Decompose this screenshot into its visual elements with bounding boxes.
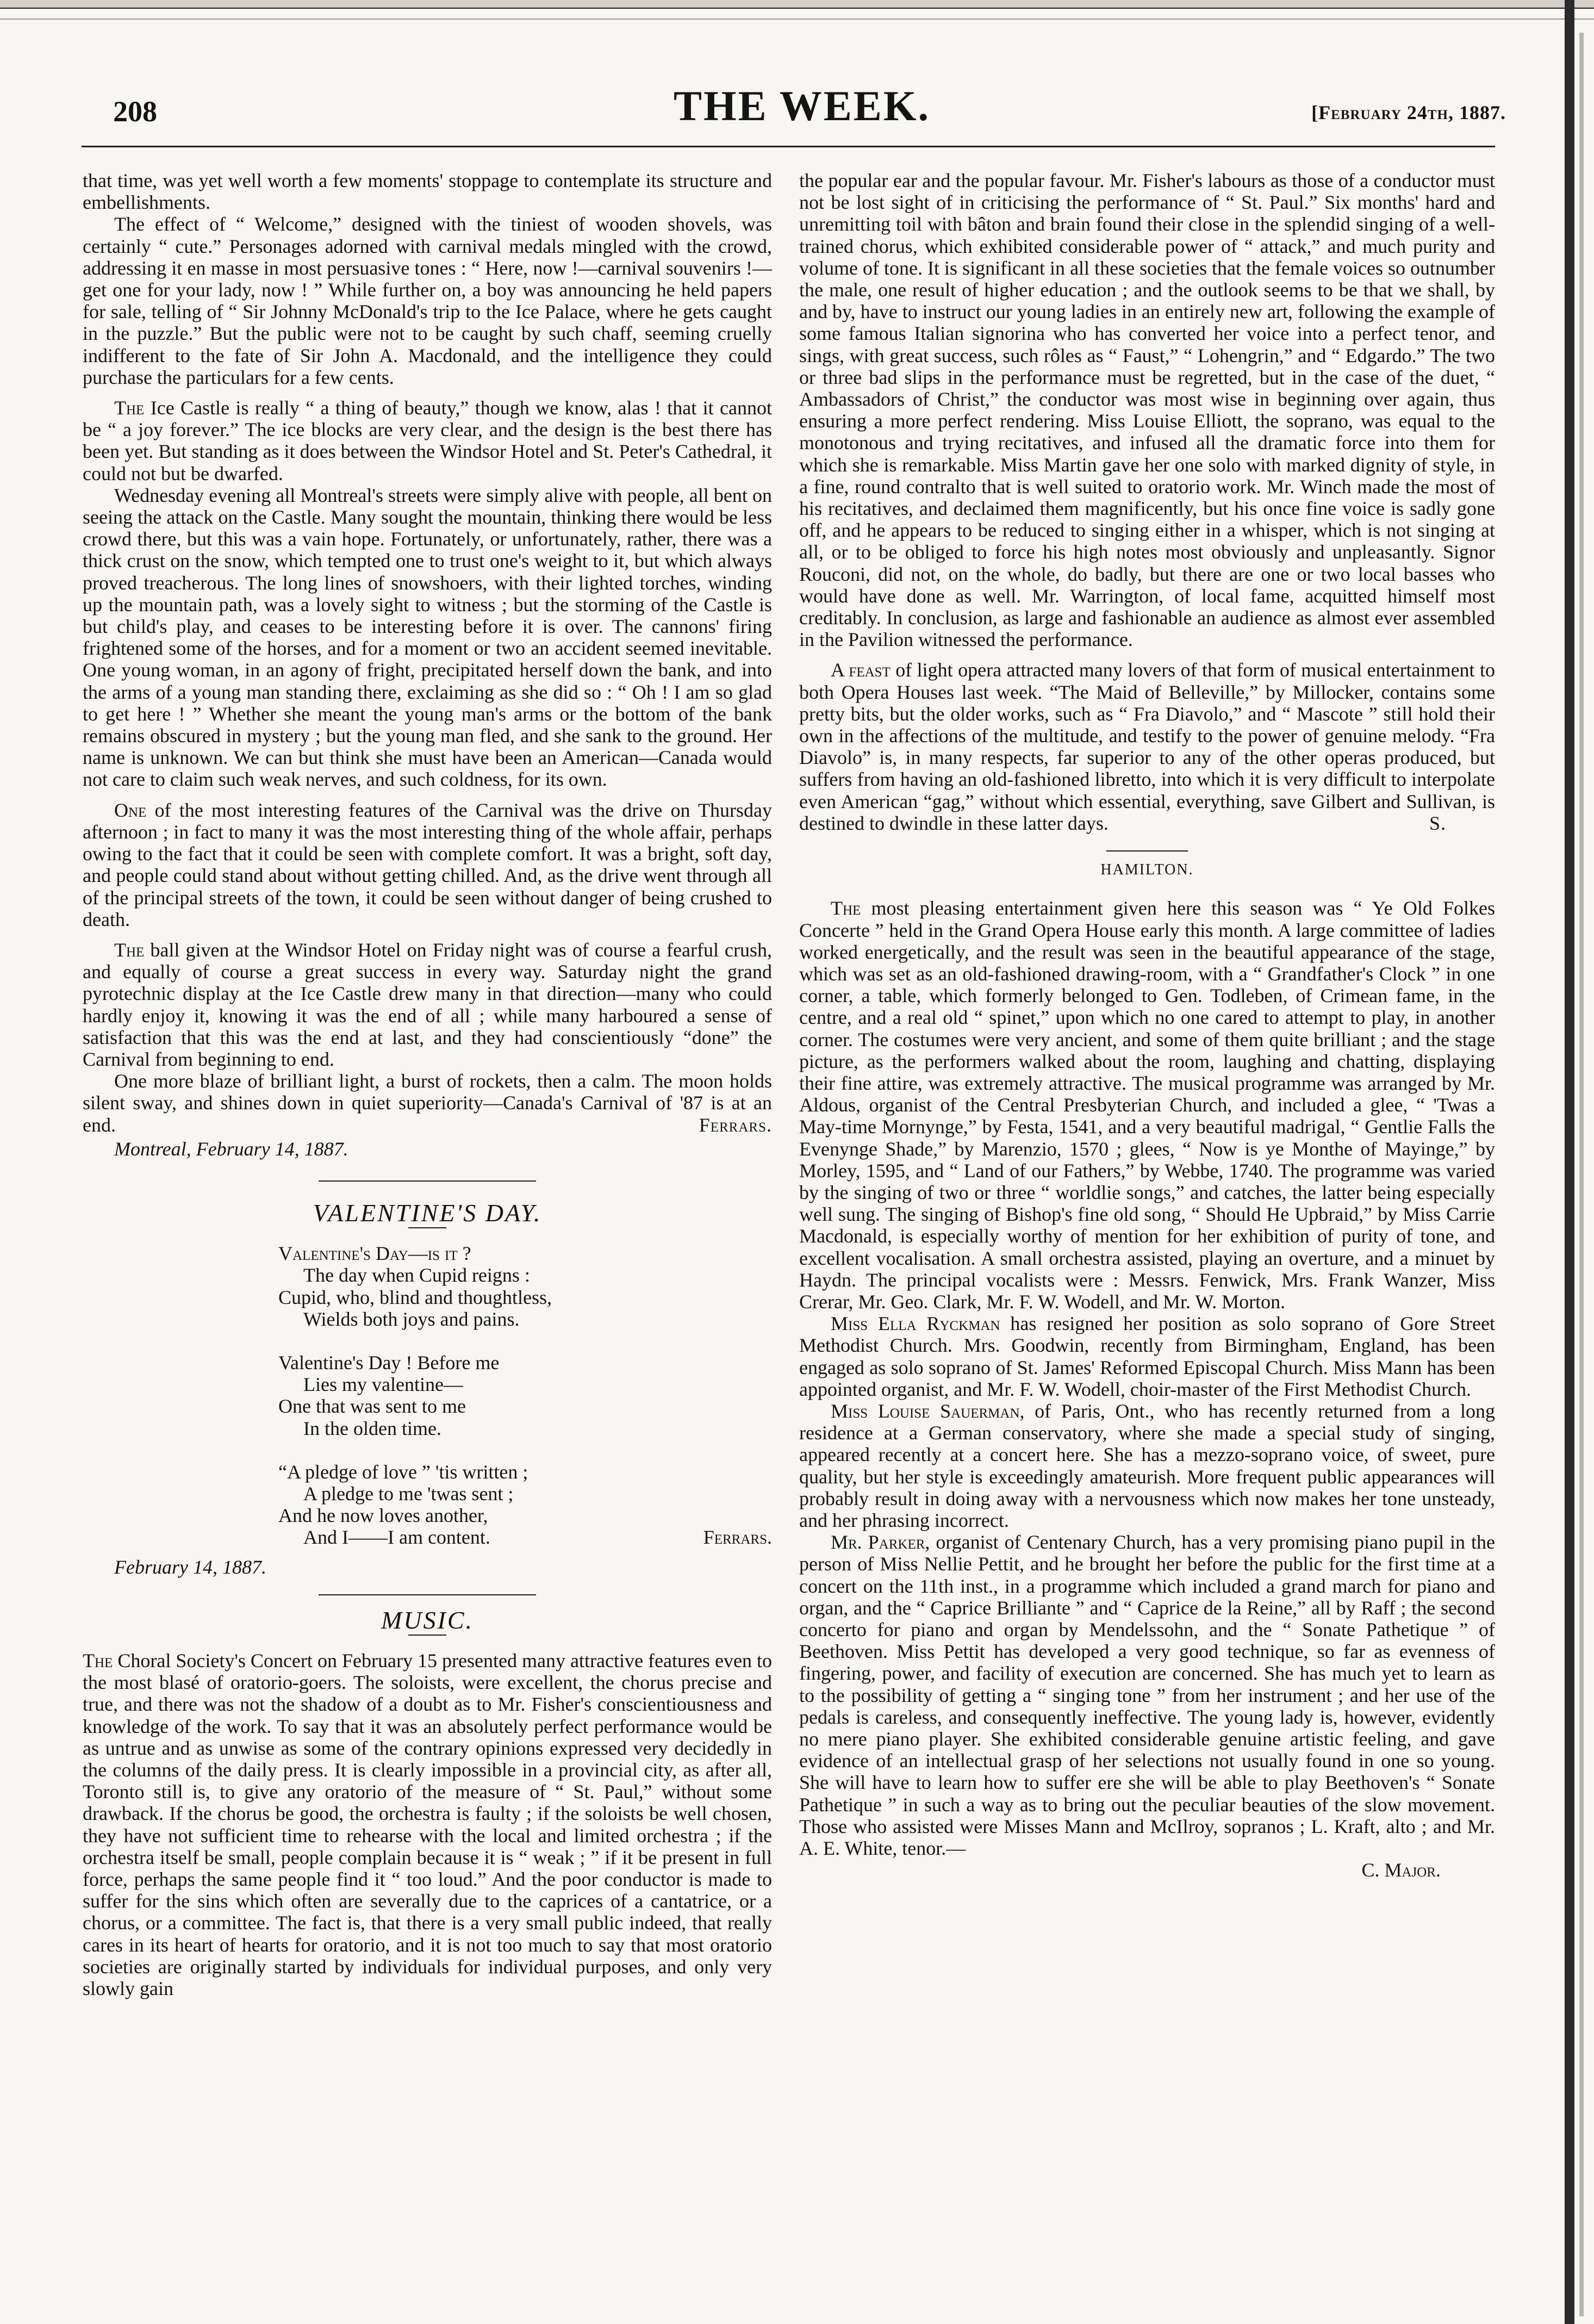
poem-line-text: And I——I am content. bbox=[303, 1526, 490, 1549]
paragraph-text: of light opera attracted many lovers of that form of musical entertainment to both Opera Houses last week. “The Maid of Belleville,” by Millocker, contains some pretty bits, but the older works, such as “ Fra Diavolo,” and “ Mascote ” still hold their own in the affections of the multitude, and testify to the power of genuine melody. “Fra Diavolo” is, in many respects, far superior to any of the other operas produced, but suffers from having an old-fashioned libretto, into which it is very difficult to interpolate even American “gag,” without which essential, everything, save Gilbert and Sullivan, is destined to dwindle in these latter days. bbox=[799, 659, 1495, 834]
section-title-music: MUSIC. bbox=[381, 1606, 474, 1634]
lead-word: The bbox=[831, 897, 861, 919]
header-rule bbox=[82, 146, 1495, 147]
poem-line bbox=[278, 1526, 772, 1548]
paragraph-text: has resigned her position as solo soprano of Gore Street Methodist Church. Mrs. Goodwin, recently from Birmingham, England, has been engaged as solo soprano of St. James' Reformed Episcopal Church. Miss Mann has been appointed organist, and Mr. F. W. Wodell, choir-master of the First Methodist Church. bbox=[799, 1313, 1495, 1400]
poem-line: A pledge to me 'twas sent ; bbox=[303, 1482, 514, 1505]
lead-word: The bbox=[83, 1649, 113, 1671]
hamilton-paragraph bbox=[799, 1400, 1495, 1531]
poem-stanza bbox=[278, 1352, 772, 1439]
section-divider bbox=[319, 1180, 536, 1182]
signature-line bbox=[799, 1859, 1495, 1881]
music-paragraph: the popular ear and the popular favour. Mr. Fisher's labours as those of a conductor must not be lost sight of in criticising the performance of “ St. Paul.” Six months' hard and unremitting toil with bâton and brain found their close in the splendid singing of a well-trained chorus, which exhibited considerable power of “ attack,” and much purity and volume of tone. It is significant in all these societies that the female voices so outnumber the male, one result of higher education ; and the outlook seems to be that we shall, by and by, have to instruct our young ladies in an entirely new art, following the example of some famous Italian signorina who has converted her voice into a perfect tenor, and sings, with great success, such rôles as “ Faust,” “ Lohengrin,” and “ Edgardo.” The two or three bad slips in the performance must be regretted, but in the case of the duet, “ Ambassadors of Christ,” the conductor was most wise in beginning over again, thus ensuring a more perfect rendering. Miss Louise Elliott, the soprano, was equal to the monotonous and trying recitatives, and infused all the dramatic force into them for which she is remarkable. Miss Martin gave her one solo with marked dignity of style, in a fine, round contralto that is well suited to oratorio work. Mr. Winch made the most of his recitatives, and declaimed them magnificently, but his once fine voice is sadly gone off, and he appears to be reduced to singing either in a whisper, which is not singing at all, or to be obliged to force his high notes most obviously and unpleasantly. Signor Rouconi, did not, on the whole, do badly, but there are one or two local basses who would have done as well. Mr. Warrington, of local fame, acquitted himself most creditably. In conclusion, as large and fashionable an audience as almost ever assembled in the Pavilion witnessed the performance. bbox=[799, 170, 1495, 651]
paragraph-text: of the most interesting features of the Carnival was the drive on Thursday afternoon ; in fact to many it was the most interesting thing of the whole affair, perhaps owing to the fact that it could be seen with complete comfort. It was a bright, soft day, and people could stand about without getting chilled. And, as the drive went through all of the principal streets of the town, it could be seen without danger of being crushed to death. bbox=[83, 799, 772, 930]
poem-line: In the olden time. bbox=[303, 1417, 441, 1439]
right-column bbox=[799, 170, 1495, 1881]
poem-line-text: Valentine's Day—is it ? bbox=[278, 1242, 471, 1265]
lead-word: One bbox=[114, 799, 147, 821]
paragraph-text: organist of Centenary Church, has a very promising piano pupil in the person of Miss Nellie Pettit, and he brought her before the public for the first time at a concert on the 11th inst., in a programme which included a grand march for piano and organ, and the “ Caprice Brilliante ” and “ Caprice de la Reine,” all by Raff ; the second concerto for piano and organ by Mendelssohn, and the “ Sonate Pathetique ” of Beethoven. Miss Pettit has developed a very good technique, so far as evenness of fingering, power, and facility of execution are concerned. She has much yet to learn as to the possibility of getting a “ singing tone ” from her instrument ; and her use of the pedals is careless, and consequently ineffective. The young lady is, however, evidently no mere piano player. She exhibited considerable genuine artistic feeling, and gave evidence of an intellectual grasp of her selections not usually found in one so young. She will have to learn how to suffer ere she will be able to play Beethoven's “ Sonate Pathetique ” in such a way as to bring out the peculiar beauties of the slow movement. Those who assisted were Misses Mann and McIlroy, sopranos ; L. Kraft, alto ; and Mr. A. E. White, tenor.— bbox=[799, 1531, 1495, 1860]
masthead-title: THE WEEK. bbox=[673, 82, 931, 129]
lead-word: Mr. Parker, bbox=[831, 1531, 930, 1554]
title-rule bbox=[408, 1635, 446, 1636]
music-paragraph bbox=[83, 1650, 772, 1999]
top-border bbox=[0, 0, 1594, 9]
poem-line: “A pledge of love ” 'tis written ; bbox=[278, 1461, 528, 1483]
poem-line: And he now loves another, bbox=[278, 1505, 488, 1527]
hamilton-paragraph bbox=[799, 1531, 1495, 1859]
poem-line: The day when Cupid reigns : bbox=[303, 1264, 530, 1287]
signature: Ferrars. bbox=[703, 1526, 772, 1549]
poem-stanza bbox=[278, 1461, 772, 1549]
top-border-line bbox=[0, 18, 1594, 20]
carnival-paragraph bbox=[83, 1070, 772, 1136]
music-paragraph bbox=[799, 659, 1495, 834]
lead-word: Miss Ella Ryckman bbox=[831, 1313, 1000, 1335]
dateline: Montreal, February 14, 1887. bbox=[114, 1138, 348, 1160]
signature: Ferrars. bbox=[699, 1114, 772, 1136]
poem-line: Valentine's Day ! Before me bbox=[278, 1351, 500, 1374]
left-column bbox=[83, 170, 772, 1999]
signature: C. Major. bbox=[1361, 1859, 1441, 1881]
poem-line: Wields both joys and pains. bbox=[303, 1308, 520, 1330]
lead-word: A feast bbox=[831, 659, 891, 681]
carnival-paragraph bbox=[83, 939, 772, 1070]
poem-line: One that was sent to me bbox=[278, 1395, 466, 1418]
lead-word: The bbox=[114, 939, 145, 961]
binding-edge-shadow bbox=[1579, 33, 1584, 2316]
poem-stanza bbox=[278, 1242, 772, 1330]
paragraph-text: most pleasing entertainment given here this season was “ Ye Old Folkes Concerte ” held in the Grand Opera House early this month. A large committee of ladies worked energetically, and the result was seen in the beautiful appearance of the stage, which was set as an old-fashioned drawing-room, with a “ Grandfather's Clock ” in one corner, a table, which formerly belonged to Gen. Todleben, of Crimean fame, in the centre, and a real old “ spinet,” upon which no one cared to attempt to play, in another corner. The costumes were very ancient, and some of them quite brilliant ; and the stage picture, as the performers walked about the room, laughing and chatting, displaying their fine attire, was extremely attractive. The musical programme was arranged by Mr. Aldous, organist of the Central Presbyterian Church, and included a glee, “ 'Twas a May-time Mornynge,” by Festa, 1541, and a very beautiful madrigal, “ Gentlie Falls the Evenynge Shade,” by Marenzio, 1570 ; glees, “ Now is ye Monthe of Mayinge,” by Morley, 1595, and “ Land of our Fathers,” by Webbe, 1740. The programme was varied by the singing of two or three “ worldlie songs,” and catches, the latter being especially well sung. The singing of Bishop's fine old song, “ Should He Upbraid,” by Miss Carrie Macdonald, is especially worthy of mention for her exhibition of purity of tone, and excellent vocalisation. A small orchestra assisted, playing an overture, and a minuet by Haydn. The principal vocalists were : Messrs. Fenwick, Mrs. Frank Wanzer, Miss Crerar, Mr. Geo. Clark, Mr. F. W. Wodell, and Mr. W. Morton. bbox=[799, 897, 1495, 1313]
paragraph-text: of Paris, Ont., who has recently returned from a long residence at a German conservatory, where she made a special study of singing, appeared recently at a concert here. She has a mezzo-soprano voice, of sweet, pure quality, but her style is exceedingly amateurish. More frequent public appearances will probably result in doing away with a nervousness which now makes her tone unsteady, and her phrasing incorrect. bbox=[799, 1400, 1496, 1531]
carnival-paragraph bbox=[83, 799, 772, 930]
binding-edge bbox=[1565, 0, 1574, 2324]
paragraph-text: Ice Castle is really “ a thing of beauty,” though we know, alas ! that it cannot be “ a joy forever.” The ice blocks are very clear, and the design is the best there has been yet. But standing as it does between the Windsor Hotel and St. Peter's Cathedral, it could not but be dwarfed. bbox=[83, 397, 772, 484]
hamilton-paragraph bbox=[799, 897, 1495, 1313]
lead-word: Miss Louise Sauerman, bbox=[831, 1400, 1025, 1422]
carnival-paragraph bbox=[83, 397, 772, 484]
carnival-paragraph: that time, was yet well worth a few moments' stoppage to contemplate its structure and embellishments. bbox=[83, 170, 772, 214]
dateline: February 14, 1887. bbox=[114, 1556, 266, 1578]
poem-line bbox=[278, 1242, 772, 1264]
lead-word: The bbox=[114, 397, 145, 419]
carnival-paragraph: The effect of “ Welcome,” designed with the tiniest of wooden shovels, was certainly “ cute.” Personages adorned with carnival medals mingled with the crowd, addressing it en masse in most persuasive tones : “ Here, now !—carnival souvenirs !—get one for your lady, now ! ” While further on, a boy was announcing he held papers for sale, telling of “ Sir Johnny McDonald's trip to the Ice Palace, where he gets caught in the puzzle.” But the public were not to be caught by such chaff, seeming cruelly indifferent to the fate of Sir John A. Macdonald, and the intelligence they could purchase the particulars for a few cents. bbox=[83, 213, 772, 388]
page-number: 208 bbox=[113, 95, 157, 128]
paragraph-text: One more blaze of brilliant light, a burst of rockets, then a calm. The moon holds silent sway, and shines down in quiet superiority—Canada's Carnival of '87 is at an end. bbox=[83, 1070, 772, 1136]
poem bbox=[278, 1242, 772, 1548]
poem-line: Lies my valentine— bbox=[303, 1374, 463, 1396]
hamilton-paragraph bbox=[799, 1313, 1495, 1400]
paragraph-text: Choral Society's Concert on February 15 presented many attractive features even to the most blasé of oratorio-goers. The soloists, were excellent, the chorus precise and true, and there was not the shadow of a doubt as to Mr. Fisher's conscientiousness and knowledge of the work. To say that it was an absolutely perfect performance would be as untrue and as unwise as some of the contrary opinions expressed very decidedly in the columns of the daily press. It is clearly impossible in a provincial city, as after all, Toronto still is, to give any oratorio of the measure of “ St. Paul,” without some drawback. If the chorus be good, the orchestra is faulty ; if the soloists be well chosen, they have not sufficient time to rehearse with the local and limited orchestra ; if the orchestra itself be small, people complain because it is “ weak ; ” if it be present in full force, perhaps the same people find it “ too loud.” And the poor conductor is made to suffer for the sins which often are severally due to the caprices of a cantatrice, or a chorus, or a committee. The fact is, that there is a very small public indeed, that really cares in its heart of hearts for oratorio, and it is not too much to say that most oratorio societies are originally started by individuals for individual purposes, and only very slowly gain bbox=[83, 1649, 772, 2000]
section-divider bbox=[319, 1594, 536, 1595]
poem-line: Cupid, who, blind and thoughtless, bbox=[278, 1286, 552, 1308]
signature: S. bbox=[1429, 812, 1446, 834]
title-rule bbox=[408, 1227, 446, 1228]
subsection-heading-hamilton: HAMILTON. bbox=[1100, 861, 1194, 879]
issue-date: [February 24th, 1887. bbox=[1311, 102, 1506, 123]
page-header bbox=[82, 82, 1522, 141]
carnival-paragraph: Wednesday evening all Montreal's streets were simply alive with people, all bent on seeing the attack on the Castle. Many sought the mountain, thinking there would be less crowd there, but this was a vain hope. Fortunately, or unfortunately, rather, there was a thick crust on the snow, which tempted one to trust one's weight to it, but which always proved treacherous. The long lines of snowshoers, with their lighted torches, winding up the mountain path, was a lovely sight to witness ; but the storming of the Castle is but child's play, and ceases to be interesting before it is over. The cannons' firing frightened some of the horses, and for a moment or two an accident seemed inevitable. One young woman, in an agony of fright, precipitated herself down the bank, and into the arms of a young man standing there, exclaiming as she did so : “ Oh ! I am so glad to get here ! ” Whether she meant the young man's arms or the bottom of the bank remains obscured in mystery ; but the young man fled, and she sank to the ground. Her name is unknown. We can but think she must have been an American—Canada would not care to claim such weak nerves, and such coldness, for its own. bbox=[83, 484, 772, 791]
paragraph-text: ball given at the Windsor Hotel on Friday night was of course a fearful crush, and equally of course a great success in every way. Saturday night the grand pyrotechnic display at the Ice Castle drew many in that direction—many who could hardly enjoy it, knowing it was the end of all ; while many harboured a sense of satisfaction that this was the end at last, and they had conscientiously “done” the Carnival from beginning to end. bbox=[83, 939, 772, 1070]
poem-title: VALENTINE'S DAY. bbox=[313, 1198, 542, 1227]
section-divider bbox=[1106, 850, 1188, 852]
